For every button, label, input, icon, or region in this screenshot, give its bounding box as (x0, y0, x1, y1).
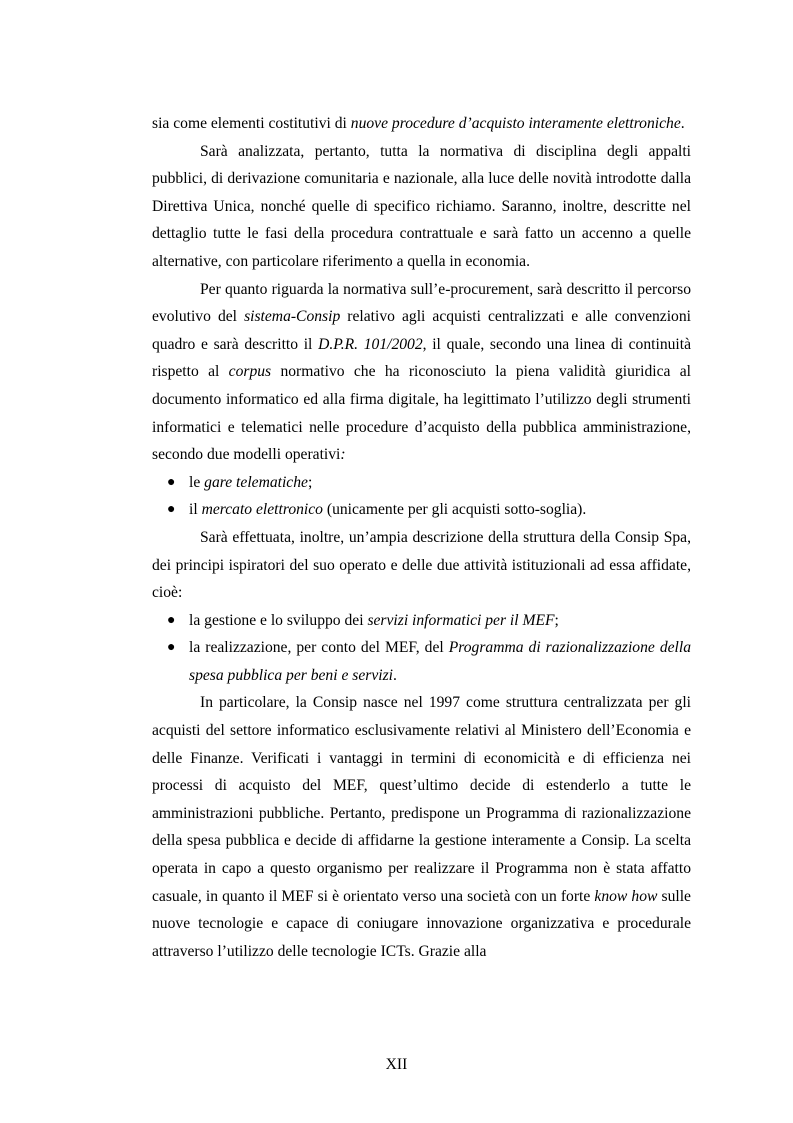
list-item-text: (unicamente per gli acquisti sotto-soglia). (322, 501, 587, 519)
paragraph-text: In particolare, la Consip nasce nel 1997 come struttura centralizzata per gli acquisti del settore informatico esclusivamente relativi al Ministero dell’Economia e delle Finanze. Verificati i vantaggi in termini di economicità e di efficienza nei processi di acquisto del MEF, quest’ultimo decide di estenderlo a tutte le amministrazioni pubbliche. Pertanto, predispone un Programma di razionalizzazione della spesa pubblica e decide di affidarne la gestione interamente a Consip. La scelta operata in capo a questo organismo per realizzare il Programma non è stata affatto casuale, in quanto il MEF si è orientato verso una società con un forte (152, 694, 691, 905)
paragraph-5 (152, 689, 691, 965)
list-item (152, 469, 691, 497)
paragraph-text: . (680, 115, 685, 132)
list-item (152, 634, 691, 689)
list-item-text: la realizzazione, per conto del MEF, del (189, 639, 449, 657)
bullet-icon: ● (167, 640, 176, 656)
paragraph-emphasis: : (340, 446, 346, 464)
paragraph-text: relativo agli acquisti centralizzati e alle convenzioni quadro e sarà descritto il (152, 308, 691, 353)
paragraph-3 (152, 276, 691, 469)
page-number: XII (385, 1056, 408, 1073)
paragraph-text: sia come elementi costitutivi di (152, 115, 351, 132)
bullet-icon: ● (167, 474, 176, 490)
bullet-list-2 (152, 607, 691, 690)
list-item-text: il (189, 501, 202, 519)
list-item-text: le (189, 473, 205, 491)
bullet-icon: ● (167, 612, 176, 628)
list-item-text: . (392, 666, 397, 684)
paragraph-emphasis: D.P.R. 101/2002 (318, 335, 423, 353)
list-item-emphasis: Programma di razionalizzazione della spesa pubblica per beni e servizi (189, 639, 691, 684)
list-item-emphasis: servizi informatici per il MEF (367, 611, 555, 629)
list-item (152, 496, 691, 524)
list-item-text: la gestione e lo sviluppo dei (189, 611, 368, 629)
paragraph-text: Sarà analizzata, pertanto, tutta la normativa di disciplina degli appalti pubblici, di derivazione comunitaria e nazionale, alla luce delle novità introdotte dalla Direttiva Unica, nonché quelle di specifico richiamo. Saranno, inoltre, descritte nel dettaglio tutte le fasi della procedura contrattuale e sarà fatto un accenno a quelle alternative, con particolare riferimento a quella in economia. (152, 142, 691, 270)
paragraph-emphasis: corpus (228, 363, 272, 381)
paragraph-text: , il quale, secondo una linea di continuità rispetto al (152, 335, 692, 381)
list-item-emphasis: gare telematiche (204, 473, 308, 491)
list-item-text: ; (307, 473, 313, 491)
paragraph-text: Sarà effettuata, inoltre, un’ampia descrizione della struttura della Consip Spa, dei principi ispiratori del suo operato e delle due attività istituzionali ad essa affidate, cioè: (152, 528, 691, 602)
paragraph-emphasis: sistema-Consip (244, 308, 341, 326)
page-body (152, 110, 691, 965)
paragraph-2 (152, 138, 691, 276)
list-item-emphasis: mercato elettronico (201, 501, 323, 519)
list-item (152, 607, 691, 635)
list-item-text: ; (554, 611, 559, 629)
paragraph-text: Per quanto riguarda la normativa sull’e-procurement, sarà descritto il percorso evolutivo del (152, 280, 691, 326)
paragraph-emphasis: nuove procedure d’acquisto interamente elettroniche (350, 115, 681, 132)
paragraph-text: sulle nuove tecnologie e capace di coniugare innovazione organizzativa e procedurale attraverso l’utilizzo delle tecnologie ICTs. Grazie alla (152, 887, 691, 960)
paragraph-1 (152, 110, 691, 138)
bullet-icon: ● (167, 502, 176, 518)
paragraph-emphasis: know how (594, 887, 658, 905)
paragraph-text: normativo che ha riconosciuto la piena validità giuridica al documento informatico ed alla firma digitale, ha legittimato l’utilizzo degli strumenti informatici e telematici nelle procedure d’acquisto della pubblica amministrazione, secondo due modelli operativi (152, 363, 691, 464)
bullet-list-1 (152, 469, 691, 524)
paragraph-4 (152, 524, 691, 607)
